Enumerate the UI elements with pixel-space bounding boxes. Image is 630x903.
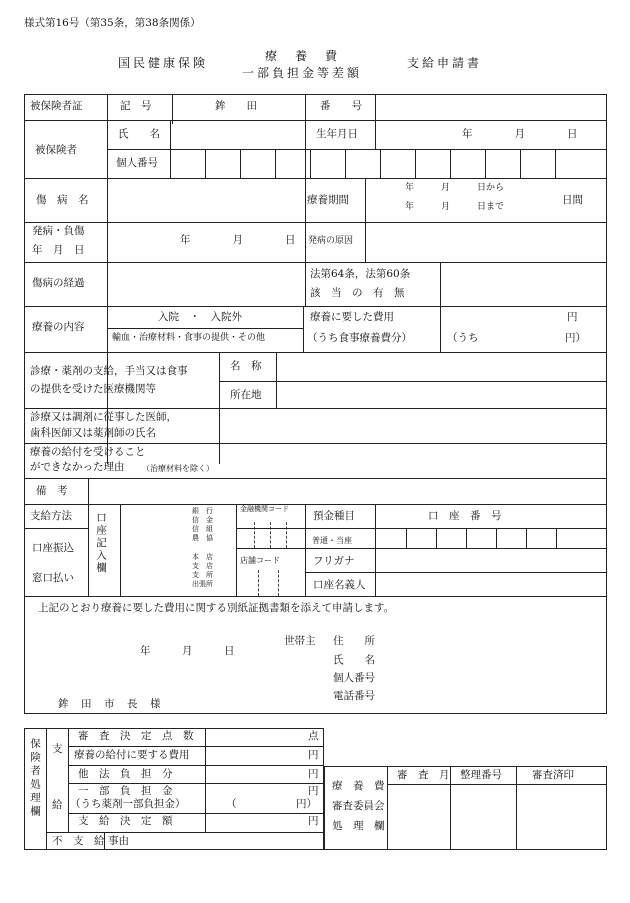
form-number: 様式第16号（第35条，第38条関係） bbox=[24, 17, 201, 29]
branch-type-2: 支 所 bbox=[192, 571, 213, 579]
payment-method-label: 支給方法 bbox=[30, 510, 72, 522]
declaration-text: 上記のとおり療養に要した費用に関する別紙証拠書類を添えて申請します。 bbox=[38, 602, 395, 614]
inst-address-label: 所在地 bbox=[230, 389, 262, 401]
committee-label-2: 審査委員会 bbox=[332, 800, 385, 812]
onset-label-2: 年 月 日 bbox=[32, 244, 85, 256]
benefit-cost-yen: 円 bbox=[308, 749, 319, 761]
branch-code-label: 店舗コード bbox=[240, 556, 280, 565]
onset-ymd: 年 月 日 bbox=[180, 234, 296, 246]
birthdate-label: 生年月日 bbox=[316, 128, 358, 140]
bank-type-0: 銀 行 bbox=[192, 507, 213, 515]
treatment-period-label: 療養期間 bbox=[307, 194, 349, 206]
progress-label: 傷病の経過 bbox=[32, 277, 85, 289]
insured-card-label: 被保険者証 bbox=[30, 100, 83, 112]
hh-name-label: 氏 名 bbox=[333, 654, 375, 666]
law-label-2: 該 当 の 有 無 bbox=[310, 287, 405, 299]
title-left: 国民健康保険 bbox=[118, 56, 209, 70]
personal-number-label: 個人番号 bbox=[116, 157, 158, 169]
copay-paren-close: 円） bbox=[296, 798, 317, 810]
other-law-yen: 円 bbox=[308, 768, 319, 780]
institution-label-2: の提供を受けた医療機関等 bbox=[30, 383, 156, 395]
other-law-label: 他 法 負 担 分 bbox=[78, 768, 173, 780]
pay-decided-label: 支 給 決 定 額 bbox=[78, 815, 173, 827]
points-unit: 点 bbox=[308, 730, 319, 742]
care-content-label: 療養の内容 bbox=[32, 321, 85, 333]
hh-personal-label: 個人番号 bbox=[333, 672, 375, 684]
kigou-value: 鉾 田 bbox=[215, 100, 257, 112]
benefit-cost-label: 療養の給付に要する費用 bbox=[74, 749, 190, 761]
bank-code-label: 金融機関コード bbox=[240, 505, 289, 513]
cost-label-2: （うち食事療養費分） bbox=[307, 332, 412, 344]
kyu-label: 給 bbox=[52, 799, 63, 811]
kigou-label: 記 号 bbox=[120, 100, 152, 112]
decided-points-label: 審 査 決 定 点 数 bbox=[78, 730, 194, 742]
cost-yen: 円 bbox=[567, 311, 578, 323]
period-from: 年 月 日から bbox=[405, 183, 505, 193]
account-number-label: 口 座 番 号 bbox=[428, 510, 502, 522]
cause-label: 発病の原因 bbox=[308, 236, 354, 246]
branch-type-1: 支 店 bbox=[192, 562, 213, 570]
copay-sub-label: （うち薬剤一部負担金） bbox=[70, 798, 186, 810]
addressee: 鉾 田 市 長 様 bbox=[58, 698, 162, 710]
bank-type-3: 農 協 bbox=[192, 534, 213, 542]
bank-type-2: 信 組 bbox=[192, 525, 213, 533]
law-label-1: 法第64条，法第60条 bbox=[310, 268, 411, 280]
phone-label: 電話番号 bbox=[333, 690, 375, 702]
apply-date: 年 月 日 bbox=[140, 645, 235, 657]
nonpay-reason-label: 事由 bbox=[108, 835, 129, 847]
title-middle-top: 療 養 費 bbox=[265, 49, 341, 63]
branch-type-3: 出張所 bbox=[192, 580, 213, 588]
title-middle-bottom: 一部負担金等差額 bbox=[242, 66, 363, 80]
window-label: 窓口払い bbox=[32, 572, 74, 584]
copay-paren-open: （ bbox=[226, 798, 237, 810]
doctor-label-2: 歯科医師又は薬剤師の氏名 bbox=[30, 427, 156, 439]
period-to: 年 月 日まで bbox=[405, 202, 505, 212]
days-label: 日間 bbox=[562, 194, 583, 206]
name-label: 氏 名 bbox=[118, 128, 160, 140]
institution-label-1: 診療・薬剤の支給，手当又は食事 bbox=[30, 365, 188, 377]
householder-label: 世帯主 bbox=[284, 635, 316, 647]
care-items: 輸血・治療材料・食事の提供・その他 bbox=[112, 333, 266, 343]
deposit-types: 普通・当座 bbox=[312, 536, 352, 545]
uchi-yen-close: 円） bbox=[565, 332, 586, 344]
reason-label-2: ができなかった理由 bbox=[30, 461, 125, 473]
inst-name-label: 名 称 bbox=[230, 360, 262, 372]
review-month-label: 審 査 月 bbox=[397, 769, 450, 781]
furigana-label: フリガナ bbox=[313, 555, 355, 567]
account-box-label: 口座記入欄 bbox=[95, 512, 107, 575]
doctor-label-1: 診療又は調剤に従事した医師， bbox=[30, 411, 177, 423]
copay-label: 一 部 負 担 金 bbox=[78, 785, 173, 797]
title-right: 支給申請書 bbox=[407, 56, 483, 70]
pay-decided-yen: 円 bbox=[308, 815, 319, 827]
branch-type-0: 本 店 bbox=[192, 553, 213, 561]
deposit-type-label: 預金種目 bbox=[313, 510, 355, 522]
bangou-label: 番 号 bbox=[320, 100, 362, 112]
shi-label: 支 bbox=[52, 743, 63, 755]
cost-label-1: 療養に要した費用 bbox=[310, 311, 394, 323]
review-done-label: 審査済印 bbox=[532, 769, 574, 781]
transfer-label: 口座振込 bbox=[32, 542, 74, 554]
ref-number-label: 整理番号 bbox=[460, 769, 502, 781]
address-label: 住 所 bbox=[333, 635, 375, 647]
care-type: 入院 ・ 入院外 bbox=[158, 311, 242, 323]
copay-yen: 円 bbox=[308, 785, 319, 797]
holder-label: 口座名義人 bbox=[313, 579, 366, 591]
nonpay-label: 不 支 給 bbox=[52, 835, 105, 847]
remarks-label: 備 考 bbox=[36, 485, 68, 497]
insurer-box-label: 保険者処理欄 bbox=[29, 738, 41, 819]
uchi-open: （うち bbox=[447, 332, 479, 344]
main-form-table bbox=[24, 94, 607, 714]
committee-label-1: 療 養 費 bbox=[332, 780, 385, 792]
insured-label: 被保険者 bbox=[35, 144, 77, 156]
disease-name-label: 傷 病 名 bbox=[36, 194, 89, 206]
reason-note: （治療材料を除く） bbox=[142, 464, 214, 473]
reason-label-1: 療養の給付を受けること bbox=[30, 446, 146, 458]
committee-label-3: 処 理 欄 bbox=[332, 820, 385, 832]
onset-label-1: 発病・負傷 bbox=[32, 225, 85, 237]
birthdate-ymd: 年 月 日 bbox=[462, 128, 578, 140]
bank-type-1: 信 金 bbox=[192, 516, 213, 524]
